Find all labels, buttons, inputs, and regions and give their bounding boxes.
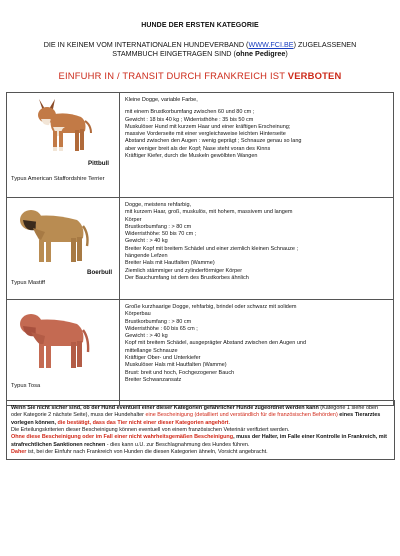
note-paragraph (11, 449, 390, 456)
table-row (7, 300, 394, 406)
note-warning: Ohne diese Bescheinigung oder im Fall einer nicht wahrheitsgemäßen Bescheinigung (11, 434, 234, 441)
desc-line: mittellange Schnauze (125, 347, 178, 354)
desc-line: Brust: breit und hoch, Fochgezogener Bauch (125, 369, 235, 376)
note-text: - dies kann u.U. zur Beschlagnahmung des Hundes führen. (105, 441, 250, 448)
note-daher: Daher (11, 449, 27, 456)
desc-line: Brustkorbumfang : > 80 cm (125, 223, 192, 230)
note-confirmation: die bestätigt, dass das Tier nicht einer dieser Kategorien angehört (57, 419, 229, 426)
desc-line: Widerristhöhe: 50 bis 70 cm ; (125, 231, 197, 238)
desc-line: hängende Lefzen (125, 253, 168, 260)
dog-image-cell (7, 93, 120, 198)
note-text: ist, bei der Einfuhr nach Frankreich von Hunden die diesen Kategorien ähneln, Vorsicht angebracht. (26, 449, 268, 456)
desc-line: Der Bauchumfang ist dem des Brustkorbes ähnlich (125, 274, 249, 281)
desc-line: Brustkorbumfang : > 80 cm (125, 318, 192, 325)
desc-line: Kräftiger Ober- und Unterkiefer (125, 355, 201, 362)
desc-line: Körper (125, 216, 142, 223)
ban-text: EINFUHR IN / TRANSIT DURCH FRANKREICH IST (58, 70, 288, 81)
desc-line: Widerristhöhe : 60 bis 65 cm ; (125, 325, 198, 332)
note-paragraph: Die Erteilungskriterien dieser Bescheinigung können eventuell von einem französischen Veterinär verifiziert werden. (11, 427, 290, 434)
document-title: HUNDE DER ERSTEN KATEGORIE (141, 22, 259, 29)
table-row (7, 93, 394, 198)
fci-link[interactable]: WWW.FCI.BE (248, 40, 294, 49)
desc-line: Kleine Dogge, variable Farbe, (125, 97, 198, 103)
desc-line: Gewicht : > 40 kg (125, 238, 168, 245)
desc-line: Dogge, meistens rehfarbig, (125, 202, 192, 208)
intro-line1-end: ) ZUGELASSENEN (293, 40, 357, 49)
intro-line2-end: ) (285, 49, 288, 59)
dog-table (6, 92, 394, 406)
ban-notice (0, 70, 400, 81)
dog-description-pittbull (120, 93, 394, 198)
dog-image-cell (7, 300, 120, 406)
table-row (7, 198, 394, 300)
desc-line: Kräftiger Kiefer, durch die Muskeln gewölbten Wangen (125, 153, 258, 160)
desc-line: Ziemlich stämmiger und zylinderförmiger Körper (125, 267, 243, 274)
desc-line: Muskulöser Hals mit Hautfalten (Wamme) (125, 362, 227, 369)
intro-line2-start: STAMMBUCH EINGETRAGEN SIND ( (112, 49, 236, 59)
mastiff-photo (15, 204, 95, 266)
dog-description-boerbull (120, 198, 394, 300)
desc-line: mit kurzem Haar, groß, muskulös, mit hohem, massivem und langem (125, 209, 293, 216)
intro-text (30, 40, 370, 59)
dog-image-cell (7, 198, 120, 300)
tosa-photo (15, 308, 95, 372)
desc-line: Breiter Hals mit Hautfalten (Wamme) (125, 260, 215, 267)
notes-box (6, 400, 395, 460)
pitbull-photo (25, 97, 95, 157)
desc-line: mit einem Brustkorbumfang zwischen 60 und 80 cm ; (125, 109, 255, 116)
breed-type-mastiff: Typus Mastiff (11, 280, 46, 286)
breed-name-pittbull: Pittbull (88, 160, 109, 167)
ban-verboten: VERBOTEN (287, 70, 342, 81)
note-text-bold: eines Tierarztes vorlegen können, (11, 412, 381, 426)
note-question: Wenn Sie nicht sicher sind, ob der Hund eventuell einer dieser Kategorien gefährlicher Hunde zugeordnet werden kann (11, 405, 319, 411)
note-text: . (228, 419, 230, 426)
desc-line: massive Vorderseite mit einer vergleichsweise leichten Hinterseite (125, 131, 286, 138)
desc-line: aber weniger breit als der Kopf; Nase steht voran des Kinns (125, 145, 271, 152)
breed-type-tosa: Typus Tosa (11, 383, 41, 389)
note-text: (Kategorie 1 siehe oben oder Kategorie 2 nächste Seite), muss der Hundehalter (11, 405, 379, 419)
breed-name-boerbull: Boerbull (87, 269, 113, 276)
desc-line: Breiter Schwanzansatz (125, 376, 182, 383)
desc-line: Muskulöser Hund mit kurzem Haar und einer kräftigen Erscheinung; (125, 123, 291, 130)
desc-line: Abstand zwischen den Augen : wenig geprägt ; Schnauze genau so lang (125, 138, 302, 145)
desc-line: Breiter Kopf mit breitem Schädel und einer ziemlich kleinen Schnauze ; (125, 245, 299, 252)
intro-line1-start: DIE IN KEINEM VOM INTERNATIONALEN HUNDEVERBAND ( (43, 40, 249, 49)
note-certificate: eine Bescheinigung (detailliert und verständlich für die französischen Behörden) (145, 412, 338, 419)
breed-type-pittbull: Typus American Staffordshire Terrier (11, 176, 105, 182)
intro-pedigree: ohne Pedigree (235, 49, 286, 59)
note-sanctions: , muss der Halter, im Falle einer Kontrolle in Frankreich, mit strafrechtlichen Sanktionen rechnen (11, 434, 387, 448)
dog-description-tosa (120, 300, 394, 406)
note-paragraph (11, 405, 390, 427)
desc-line: Körperbau (125, 311, 151, 318)
note-paragraph (11, 434, 390, 449)
desc-line: Gewicht : > 40 kg (125, 333, 168, 340)
desc-line: Kopf mit breitem Schädel, ausgeprägter Abstand zwischen den Augen und (125, 340, 307, 347)
desc-line: Gewicht : 18 bis 40 kg ; Widerristhöhe : 35 bis 50 cm (125, 116, 254, 123)
desc-line: Große kurzhaarige Dogge, rehfarbig, brindel oder schwarz mit solidem (125, 304, 297, 310)
